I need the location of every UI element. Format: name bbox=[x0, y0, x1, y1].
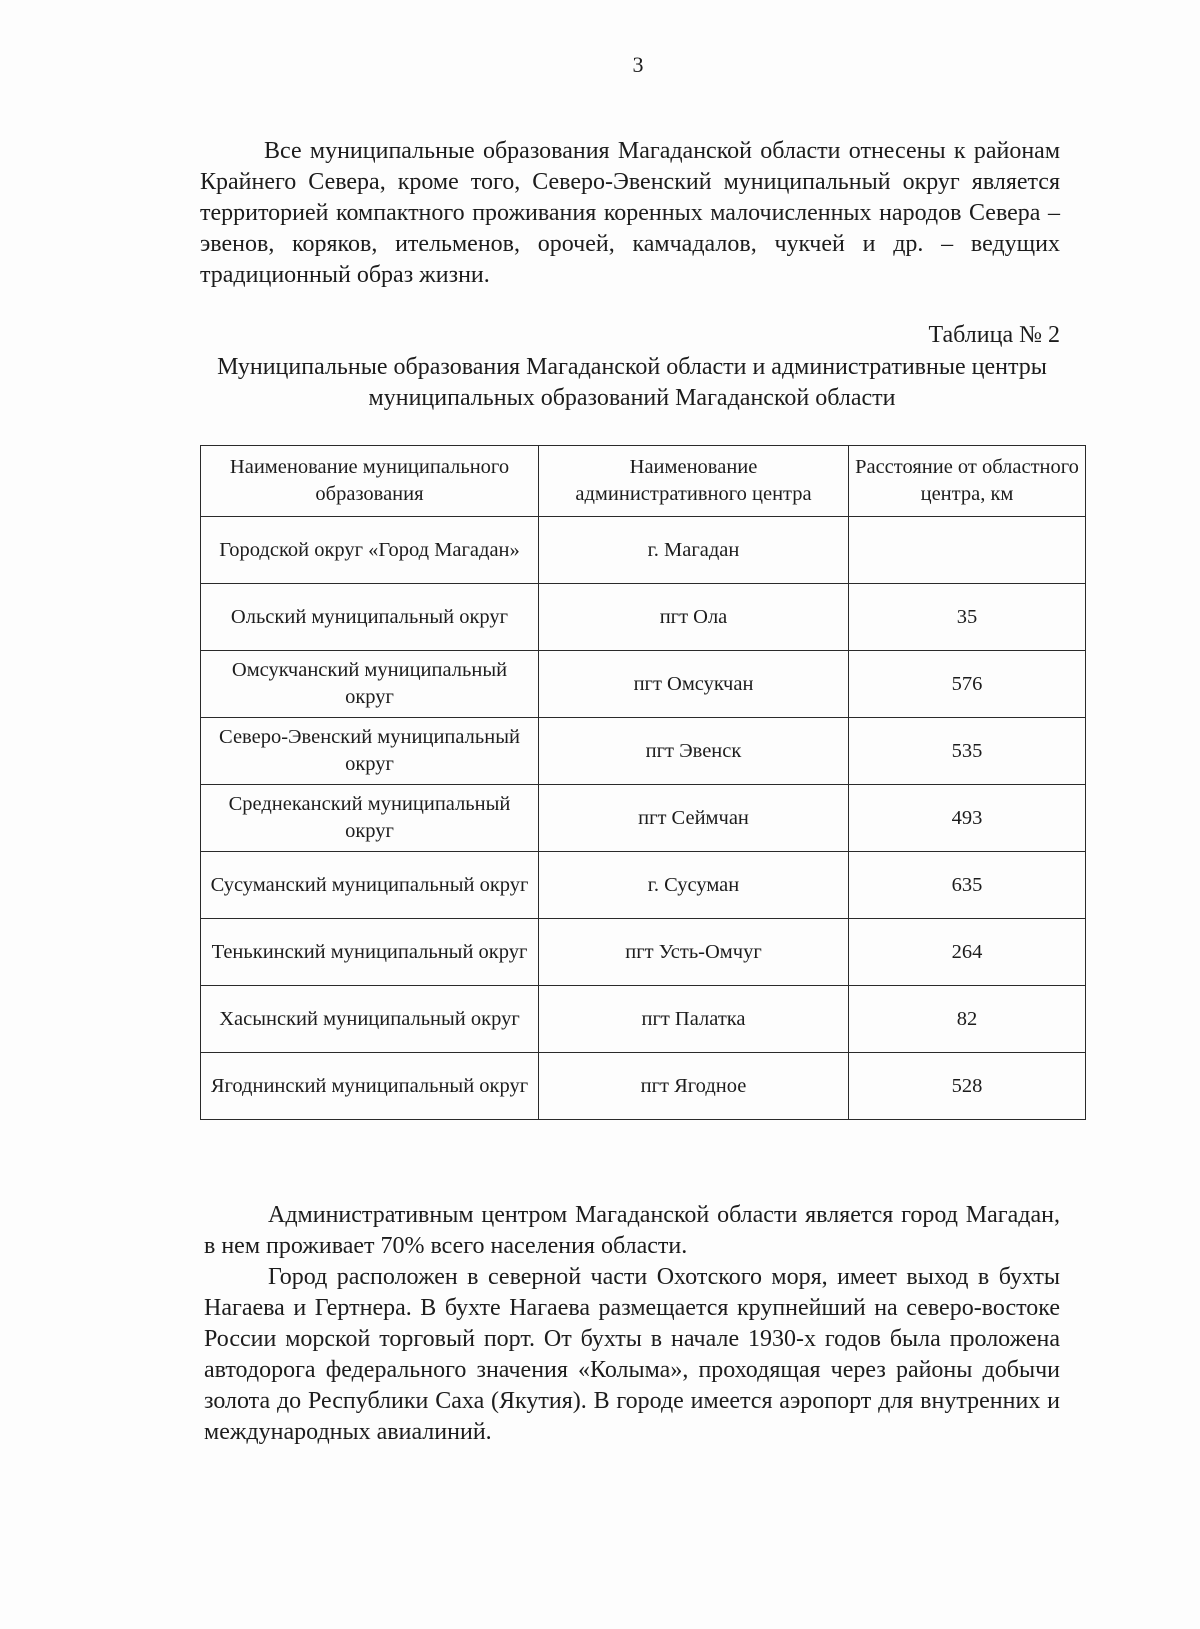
intro-paragraph-text: Все муниципальные образования Магаданской области отнесены к районам Крайнего Севера, кроме того, Северо-Эвенский муниципальный округ является территорией компактного проживания коренных малочисленных народов Севера – эвенов, коряков, ительменов, орочей, камчадалов, чукчей и др. – ведущих традиционный образ жизни. bbox=[200, 138, 1060, 288]
table-row bbox=[201, 718, 1086, 785]
cell-admin-center: пгт Эвенск bbox=[539, 718, 849, 785]
after-table-text bbox=[204, 1200, 1060, 1448]
cell-municipality-name: Сусуманский муниципальный округ bbox=[201, 852, 539, 919]
cell-admin-center: пгт Омсукчан bbox=[539, 651, 849, 718]
table-header-row bbox=[201, 446, 1086, 517]
cell-municipality-name: Северо-Эвенский муниципальный округ bbox=[201, 718, 539, 785]
cell-admin-center: пгт Усть-Омчуг bbox=[539, 919, 849, 986]
table-row bbox=[201, 785, 1086, 852]
table-row bbox=[201, 584, 1086, 651]
paragraph-admin-center-text: Административным центром Магаданской области является город Магадан, в нем проживает 70% всего населения области. bbox=[204, 1202, 1060, 1259]
cell-admin-center: г. Магадан bbox=[539, 517, 849, 584]
table-row bbox=[201, 986, 1086, 1053]
cell-municipality-name: Ягоднинский муниципальный округ bbox=[201, 1053, 539, 1120]
cell-admin-center: пгт Ола bbox=[539, 584, 849, 651]
cell-distance: 264 bbox=[849, 919, 1086, 986]
municipalities-table bbox=[200, 445, 1086, 1120]
table-row bbox=[201, 651, 1086, 718]
cell-municipality-name: Среднеканский муниципальный округ bbox=[201, 785, 539, 852]
cell-distance: 493 bbox=[849, 785, 1086, 852]
cell-admin-center: пгт Ягодное bbox=[539, 1053, 849, 1120]
table-caption: Таблица № 2 bbox=[928, 322, 1060, 348]
header-municipality-name: Наименование муниципального образования bbox=[201, 446, 539, 517]
cell-admin-center: г. Сусуман bbox=[539, 852, 849, 919]
cell-distance: 35 bbox=[849, 584, 1086, 651]
cell-municipality-name: Омсукчанский муниципальный округ bbox=[201, 651, 539, 718]
municipalities-table-container bbox=[200, 445, 1085, 1120]
cell-municipality-name: Хасынский муниципальный округ bbox=[201, 986, 539, 1053]
cell-municipality-name: Тенькинский муниципальный округ bbox=[201, 919, 539, 986]
table-row bbox=[201, 852, 1086, 919]
cell-municipality-name: Ольский муниципальный округ bbox=[201, 584, 539, 651]
cell-distance: 635 bbox=[849, 852, 1086, 919]
cell-municipality-name: Городской округ «Город Магадан» bbox=[201, 517, 539, 584]
header-admin-center: Наименование административного центра bbox=[539, 446, 849, 517]
intro-paragraph bbox=[200, 136, 1060, 291]
table-row bbox=[201, 1053, 1086, 1120]
cell-distance: 528 bbox=[849, 1053, 1086, 1120]
paragraph-city-description bbox=[204, 1262, 1060, 1448]
paragraph-city-description-text: Город расположен в северной части Охотского моря, имеет выход в бухты Нагаева и Гертнера. В бухте Нагаева размещается крупнейший на северо-востоке России морской торговый порт. От бухты в начале 1930-х годов была проложена автодорога федерального значения «Колыма», проходящая через районы добычи золота до Республики Саха (Якутия). В городе имеется аэропорт для внутренних и международных авиалиний. bbox=[204, 1264, 1060, 1445]
cell-distance bbox=[849, 517, 1086, 584]
table-title: Муниципальные образования Магаданской области и административные центры муниципальных образований Магаданской области bbox=[217, 354, 1047, 411]
cell-distance: 535 bbox=[849, 718, 1086, 785]
cell-admin-center: пгт Сеймчан bbox=[539, 785, 849, 852]
header-distance: Расстояние от областного центра, км bbox=[849, 446, 1086, 517]
table-row bbox=[201, 919, 1086, 986]
cell-admin-center: пгт Палатка bbox=[539, 986, 849, 1053]
paragraph-admin-center bbox=[204, 1200, 1060, 1262]
cell-distance: 82 bbox=[849, 986, 1086, 1053]
page-number: 3 bbox=[632, 52, 644, 77]
table-row bbox=[201, 517, 1086, 584]
cell-distance: 576 bbox=[849, 651, 1086, 718]
